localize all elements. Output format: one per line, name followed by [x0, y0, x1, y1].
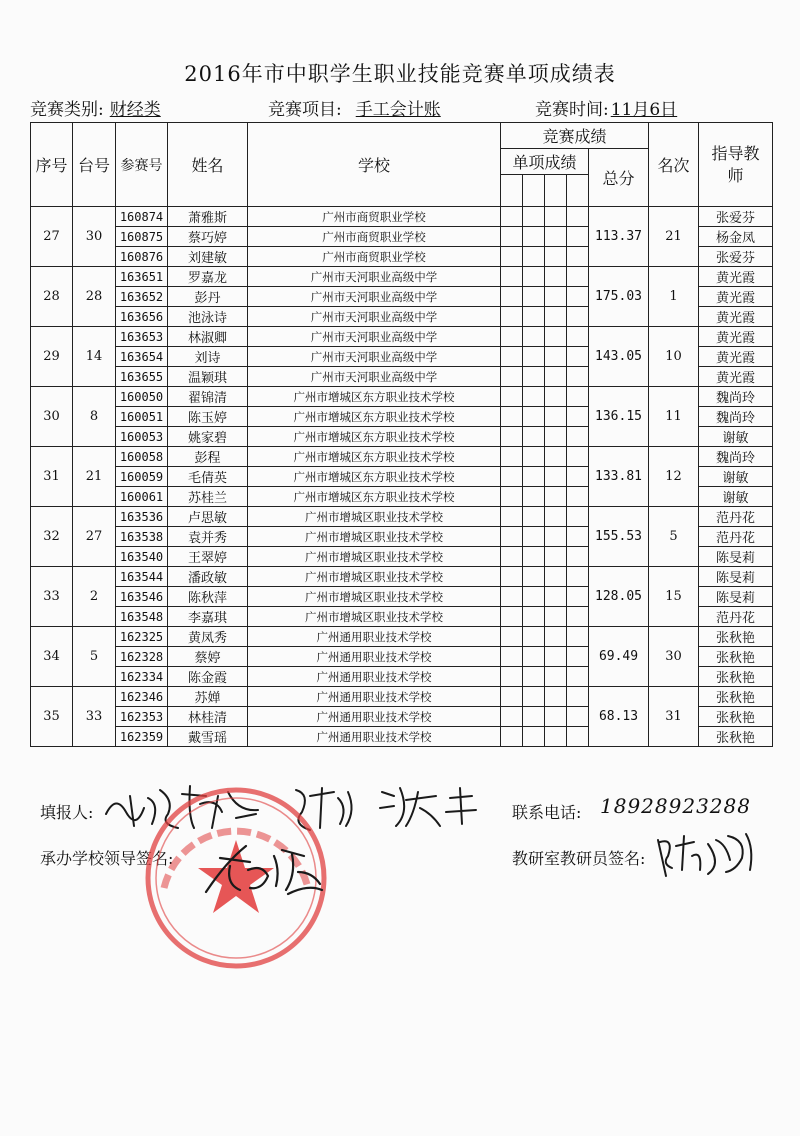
cell-single: [567, 387, 589, 407]
cell-single: [545, 327, 567, 347]
cell-entry: 160059: [116, 467, 168, 487]
cell-seq: 32: [31, 507, 73, 567]
cell-teacher: 范丹花: [699, 607, 773, 627]
cell-school: 广州市增城区东方职业技术学校: [248, 427, 501, 447]
cell-entry: 162359: [116, 727, 168, 747]
cell-teacher: 陈旻莉: [699, 567, 773, 587]
cell-total: 136.15: [589, 387, 649, 447]
category-field: [30, 95, 167, 120]
cell-school: 广州通用职业技术学校: [248, 727, 501, 747]
cell-single: [545, 227, 567, 247]
cell-single: [545, 687, 567, 707]
cell-name: 戴雪瑶: [168, 727, 248, 747]
cell-total: 133.81: [589, 447, 649, 507]
header-seq: 序号: [31, 123, 73, 207]
cell-single: [523, 467, 545, 487]
cell-school: 广州市天河职业高级中学: [248, 287, 501, 307]
cell-single: [501, 647, 523, 667]
cell-total: 143.05: [589, 327, 649, 387]
cell-single: [567, 687, 589, 707]
cell-name: 陈秋萍: [168, 587, 248, 607]
cell-school: 广州市增城区职业技术学校: [248, 507, 501, 527]
cell-name: 蔡巧婷: [168, 227, 248, 247]
cell-name: 彭程: [168, 447, 248, 467]
cell-name: 池泳诗: [168, 307, 248, 327]
cell-school: 广州通用职业技术学校: [248, 707, 501, 727]
header-total: 总分: [589, 149, 649, 207]
cell-single: [523, 267, 545, 287]
cell-entry: 162325: [116, 627, 168, 647]
cell-single: [523, 367, 545, 387]
cell-single: [567, 407, 589, 427]
cell-single: [523, 507, 545, 527]
cell-total: 68.13: [589, 687, 649, 747]
cell-single: [567, 347, 589, 367]
filler-label: 填报人:: [40, 803, 94, 822]
cell-entry: 160050: [116, 387, 168, 407]
cell-entry: 163538: [116, 527, 168, 547]
cell-seq: 35: [31, 687, 73, 747]
cell-single: [567, 327, 589, 347]
cell-name: 刘诗: [168, 347, 248, 367]
cell-single: [523, 287, 545, 307]
cell-teacher: 张秋艳: [699, 627, 773, 647]
cell-single: [545, 707, 567, 727]
cell-single: [501, 547, 523, 567]
score-table: [30, 122, 773, 747]
cell-single: [523, 647, 545, 667]
cell-name: 李嘉琪: [168, 607, 248, 627]
cell-single: [501, 287, 523, 307]
cell-entry: 160874: [116, 207, 168, 227]
cell-single: [523, 207, 545, 227]
cell-single: [545, 387, 567, 407]
cell-single: [567, 727, 589, 747]
cell-single: [567, 367, 589, 387]
cell-single: [545, 627, 567, 647]
cell-school: 广州市增城区职业技术学校: [248, 587, 501, 607]
cell-name: 袁并秀: [168, 527, 248, 547]
table-row: [31, 627, 773, 647]
cell-single: [567, 447, 589, 467]
cell-name: 萧雅斯: [168, 207, 248, 227]
single-col: [567, 175, 589, 207]
leader-label: 承办学校领导签名:: [40, 849, 174, 868]
cell-school: 广州市增城区职业技术学校: [248, 607, 501, 627]
cell-single: [545, 407, 567, 427]
time-label: 竞赛时间:: [535, 100, 609, 120]
cell-seq: 28: [31, 267, 73, 327]
cell-entry: 163652: [116, 287, 168, 307]
contact-value: 18928923288: [600, 794, 751, 818]
cell-single: [545, 607, 567, 627]
cell-school: 广州市商贸职业学校: [248, 247, 501, 267]
cell-single: [545, 507, 567, 527]
cell-single: [523, 547, 545, 567]
cell-teacher: 陈旻莉: [699, 547, 773, 567]
table-row: [31, 447, 773, 467]
cell-single: [501, 587, 523, 607]
cell-single: [567, 467, 589, 487]
cell-single: [545, 527, 567, 547]
cell-total: 69.49: [589, 627, 649, 687]
cell-single: [567, 627, 589, 647]
header-score: 竞赛成绩: [501, 123, 649, 149]
cell-name: 翟锦清: [168, 387, 248, 407]
cell-total: 113.37: [589, 207, 649, 267]
cell-school: 广州市增城区东方职业技术学校: [248, 487, 501, 507]
table-body: [31, 207, 773, 747]
cell-single: [501, 727, 523, 747]
cell-single: [501, 507, 523, 527]
cell-teacher: 谢敏: [699, 467, 773, 487]
cell-entry: 163653: [116, 327, 168, 347]
cell-single: [567, 427, 589, 447]
cell-name: 蔡婷: [168, 647, 248, 667]
cell-entry: 160061: [116, 487, 168, 507]
cell-teacher: 陈旻莉: [699, 587, 773, 607]
cell-single: [545, 267, 567, 287]
cell-desk: 33: [73, 687, 116, 747]
cell-single: [567, 267, 589, 287]
cell-single: [567, 227, 589, 247]
cell-teacher: 黄光霞: [699, 287, 773, 307]
cell-single: [501, 667, 523, 687]
cell-single: [501, 327, 523, 347]
cell-single: [501, 627, 523, 647]
cell-single: [501, 267, 523, 287]
cell-single: [545, 447, 567, 467]
cell-single: [567, 207, 589, 227]
cell-single: [567, 667, 589, 687]
table-row: [31, 327, 773, 347]
cell-single: [523, 247, 545, 267]
cell-seq: 34: [31, 627, 73, 687]
cell-single: [501, 387, 523, 407]
cell-teacher: 黄光霞: [699, 347, 773, 367]
cell-entry: 163546: [116, 587, 168, 607]
cell-entry: 162328: [116, 647, 168, 667]
cell-single: [545, 287, 567, 307]
cell-single: [523, 447, 545, 467]
cell-seq: 27: [31, 207, 73, 267]
cell-teacher: 张秋艳: [699, 727, 773, 747]
cell-entry: 163540: [116, 547, 168, 567]
cell-single: [567, 647, 589, 667]
cell-single: [501, 227, 523, 247]
header-school: 学校: [248, 123, 501, 207]
cell-desk: 5: [73, 627, 116, 687]
cell-school: 广州市天河职业高级中学: [248, 367, 501, 387]
cell-teacher: 范丹花: [699, 527, 773, 547]
cell-school: 广州市增城区职业技术学校: [248, 527, 501, 547]
cell-entry: 163536: [116, 507, 168, 527]
cell-single: [545, 587, 567, 607]
cell-single: [567, 247, 589, 267]
cell-name: 罗嘉龙: [168, 267, 248, 287]
cell-single: [545, 547, 567, 567]
single-col: [545, 175, 567, 207]
leader-signature: [196, 836, 326, 906]
cell-school: 广州市天河职业高级中学: [248, 307, 501, 327]
cell-single: [523, 587, 545, 607]
header-teacher: 指导教师: [699, 123, 773, 207]
cell-entry: 160053: [116, 427, 168, 447]
cell-single: [545, 487, 567, 507]
cell-entry: 163651: [116, 267, 168, 287]
cell-single: [545, 347, 567, 367]
cell-entry: 163654: [116, 347, 168, 367]
cell-single: [523, 427, 545, 447]
cell-single: [523, 707, 545, 727]
cell-single: [545, 647, 567, 667]
cell-school: 广州通用职业技术学校: [248, 687, 501, 707]
cell-entry: 162353: [116, 707, 168, 727]
cell-single: [501, 607, 523, 627]
table-row: [31, 267, 773, 287]
cell-name: 刘建敏: [168, 247, 248, 267]
cell-single: [545, 307, 567, 327]
category-value: 财经类: [109, 100, 161, 120]
cell-entry: 163656: [116, 307, 168, 327]
cell-teacher: 张秋艳: [699, 687, 773, 707]
cell-single: [501, 247, 523, 267]
cell-single: [523, 727, 545, 747]
cell-entry: 162334: [116, 667, 168, 687]
cell-school: 广州市天河职业高级中学: [248, 347, 501, 367]
cell-teacher: 魏尚玲: [699, 407, 773, 427]
table-row: [31, 567, 773, 587]
cell-single: [501, 687, 523, 707]
cell-name: 温颖琪: [168, 367, 248, 387]
cell-single: [567, 507, 589, 527]
cell-single: [501, 427, 523, 447]
cell-single: [523, 627, 545, 647]
cell-school: 广州市增城区职业技术学校: [248, 567, 501, 587]
cell-name: 苏婵: [168, 687, 248, 707]
cell-single: [545, 207, 567, 227]
cell-name: 卢思敏: [168, 507, 248, 527]
cell-rank: 30: [649, 627, 699, 687]
contact-label: 联系电话:: [512, 803, 582, 822]
researcher-label: 教研室教研员签名:: [512, 849, 646, 868]
cell-single: [523, 327, 545, 347]
cell-entry: 160058: [116, 447, 168, 467]
header-desk: 台号: [73, 123, 116, 207]
cell-school: 广州市天河职业高级中学: [248, 267, 501, 287]
cell-single: [523, 387, 545, 407]
cell-desk: 28: [73, 267, 116, 327]
cell-school: 广州市增城区东方职业技术学校: [248, 387, 501, 407]
cell-teacher: 谢敏: [699, 427, 773, 447]
cell-name: 姚家碧: [168, 427, 248, 447]
cell-name: 彭丹: [168, 287, 248, 307]
cell-single: [545, 427, 567, 447]
cell-teacher: 张爱芬: [699, 247, 773, 267]
cell-single: [501, 347, 523, 367]
header-rank: 名次: [649, 123, 699, 207]
page-title: 2016年市中职学生职业技能竞赛单项成绩表: [184, 62, 616, 86]
cell-rank: 12: [649, 447, 699, 507]
cell-school: 广州市增城区东方职业技术学校: [248, 447, 501, 467]
cell-desk: 30: [73, 207, 116, 267]
cell-school: 广州市增城区职业技术学校: [248, 547, 501, 567]
cell-teacher: 黄光霞: [699, 307, 773, 327]
cell-single: [545, 367, 567, 387]
cell-seq: 29: [31, 327, 73, 387]
cell-single: [501, 527, 523, 547]
cell-teacher: 魏尚玲: [699, 387, 773, 407]
cell-single: [501, 467, 523, 487]
cell-desk: 14: [73, 327, 116, 387]
cell-single: [523, 407, 545, 427]
header-entry: 参赛号: [116, 123, 168, 207]
cell-desk: 27: [73, 507, 116, 567]
cell-single: [567, 307, 589, 327]
cell-total: 128.05: [589, 567, 649, 627]
cell-name: 毛倩英: [168, 467, 248, 487]
cell-single: [523, 567, 545, 587]
cell-single: [567, 527, 589, 547]
cell-seq: 31: [31, 447, 73, 507]
cell-single: [501, 447, 523, 467]
cell-teacher: 黄光霞: [699, 267, 773, 287]
cell-rank: 31: [649, 687, 699, 747]
cell-school: 广州市增城区东方职业技术学校: [248, 407, 501, 427]
cell-single: [501, 567, 523, 587]
header-single: 单项成绩: [501, 149, 589, 175]
cell-single: [501, 367, 523, 387]
cell-entry: 163655: [116, 367, 168, 387]
item-field: [268, 95, 455, 120]
cell-rank: 11: [649, 387, 699, 447]
cell-teacher: 魏尚玲: [699, 447, 773, 467]
cell-entry: 160876: [116, 247, 168, 267]
cell-school: 广州通用职业技术学校: [248, 627, 501, 647]
cell-single: [501, 307, 523, 327]
cell-rank: 1: [649, 267, 699, 327]
cell-rank: 21: [649, 207, 699, 267]
single-col: [523, 175, 545, 207]
cell-entry: 163544: [116, 567, 168, 587]
table-header: [31, 123, 773, 207]
cell-single: [567, 287, 589, 307]
cell-name: 潘政敏: [168, 567, 248, 587]
single-col: [501, 175, 523, 207]
cell-single: [523, 487, 545, 507]
cell-teacher: 范丹花: [699, 507, 773, 527]
cell-school: 广州通用职业技术学校: [248, 647, 501, 667]
time-field: [535, 95, 679, 120]
cell-seq: 30: [31, 387, 73, 447]
cell-entry: 162346: [116, 687, 168, 707]
cell-name: 林淑卿: [168, 327, 248, 347]
cell-teacher: 张爱芬: [699, 207, 773, 227]
cell-single: [545, 727, 567, 747]
cell-single: [567, 587, 589, 607]
cell-school: 广州市天河职业高级中学: [248, 327, 501, 347]
cell-single: [523, 687, 545, 707]
cell-name: 苏桂兰: [168, 487, 248, 507]
cell-single: [523, 527, 545, 547]
category-label: 竞赛类别:: [30, 100, 104, 120]
cell-single: [567, 547, 589, 567]
cell-single: [545, 667, 567, 687]
cell-name: 黄凤秀: [168, 627, 248, 647]
cell-entry: 160875: [116, 227, 168, 247]
cell-single: [545, 247, 567, 267]
cell-entry: 163548: [116, 607, 168, 627]
cell-name: 陈金霞: [168, 667, 248, 687]
table-row: [31, 387, 773, 407]
cell-single: [567, 567, 589, 587]
item-value: 手工会计账: [355, 100, 441, 120]
cell-single: [523, 307, 545, 327]
cell-teacher: 黄光霞: [699, 327, 773, 347]
cell-single: [567, 607, 589, 627]
cell-single: [523, 347, 545, 367]
cell-single: [501, 707, 523, 727]
cell-name: 王翠婷: [168, 547, 248, 567]
cell-total: 155.53: [589, 507, 649, 567]
cell-school: 广州市增城区东方职业技术学校: [248, 467, 501, 487]
cell-total: 175.03: [589, 267, 649, 327]
header-name: 姓名: [168, 123, 248, 207]
cell-desk: 21: [73, 447, 116, 507]
cell-school: 广州市商贸职业学校: [248, 227, 501, 247]
time-value: 11月6日: [610, 100, 678, 120]
cell-teacher: 张秋艳: [699, 707, 773, 727]
item-label: 竞赛项目:: [268, 100, 342, 120]
cell-single: [523, 227, 545, 247]
cell-single: [501, 207, 523, 227]
cell-desk: 8: [73, 387, 116, 447]
cell-single: [567, 707, 589, 727]
cell-single: [567, 487, 589, 507]
cell-entry: 160051: [116, 407, 168, 427]
table-row: [31, 207, 773, 227]
table-row: [31, 507, 773, 527]
cell-teacher: 张秋艳: [699, 647, 773, 667]
cell-teacher: 杨金凤: [699, 227, 773, 247]
researcher-signature: [650, 826, 770, 880]
cell-rank: 15: [649, 567, 699, 627]
cell-single: [501, 407, 523, 427]
cell-rank: 5: [649, 507, 699, 567]
table-row: [31, 687, 773, 707]
cell-school: 广州通用职业技术学校: [248, 667, 501, 687]
cell-teacher: 黄光霞: [699, 367, 773, 387]
cell-desk: 2: [73, 567, 116, 627]
cell-single: [545, 567, 567, 587]
cell-name: 陈玉婷: [168, 407, 248, 427]
cell-school: 广州市商贸职业学校: [248, 207, 501, 227]
cell-single: [545, 467, 567, 487]
cell-single: [523, 667, 545, 687]
cell-teacher: 谢敏: [699, 487, 773, 507]
cell-single: [501, 487, 523, 507]
cell-rank: 10: [649, 327, 699, 387]
cell-single: [523, 607, 545, 627]
cell-name: 林桂清: [168, 707, 248, 727]
cell-seq: 33: [31, 567, 73, 627]
cell-teacher: 张秋艳: [699, 667, 773, 687]
